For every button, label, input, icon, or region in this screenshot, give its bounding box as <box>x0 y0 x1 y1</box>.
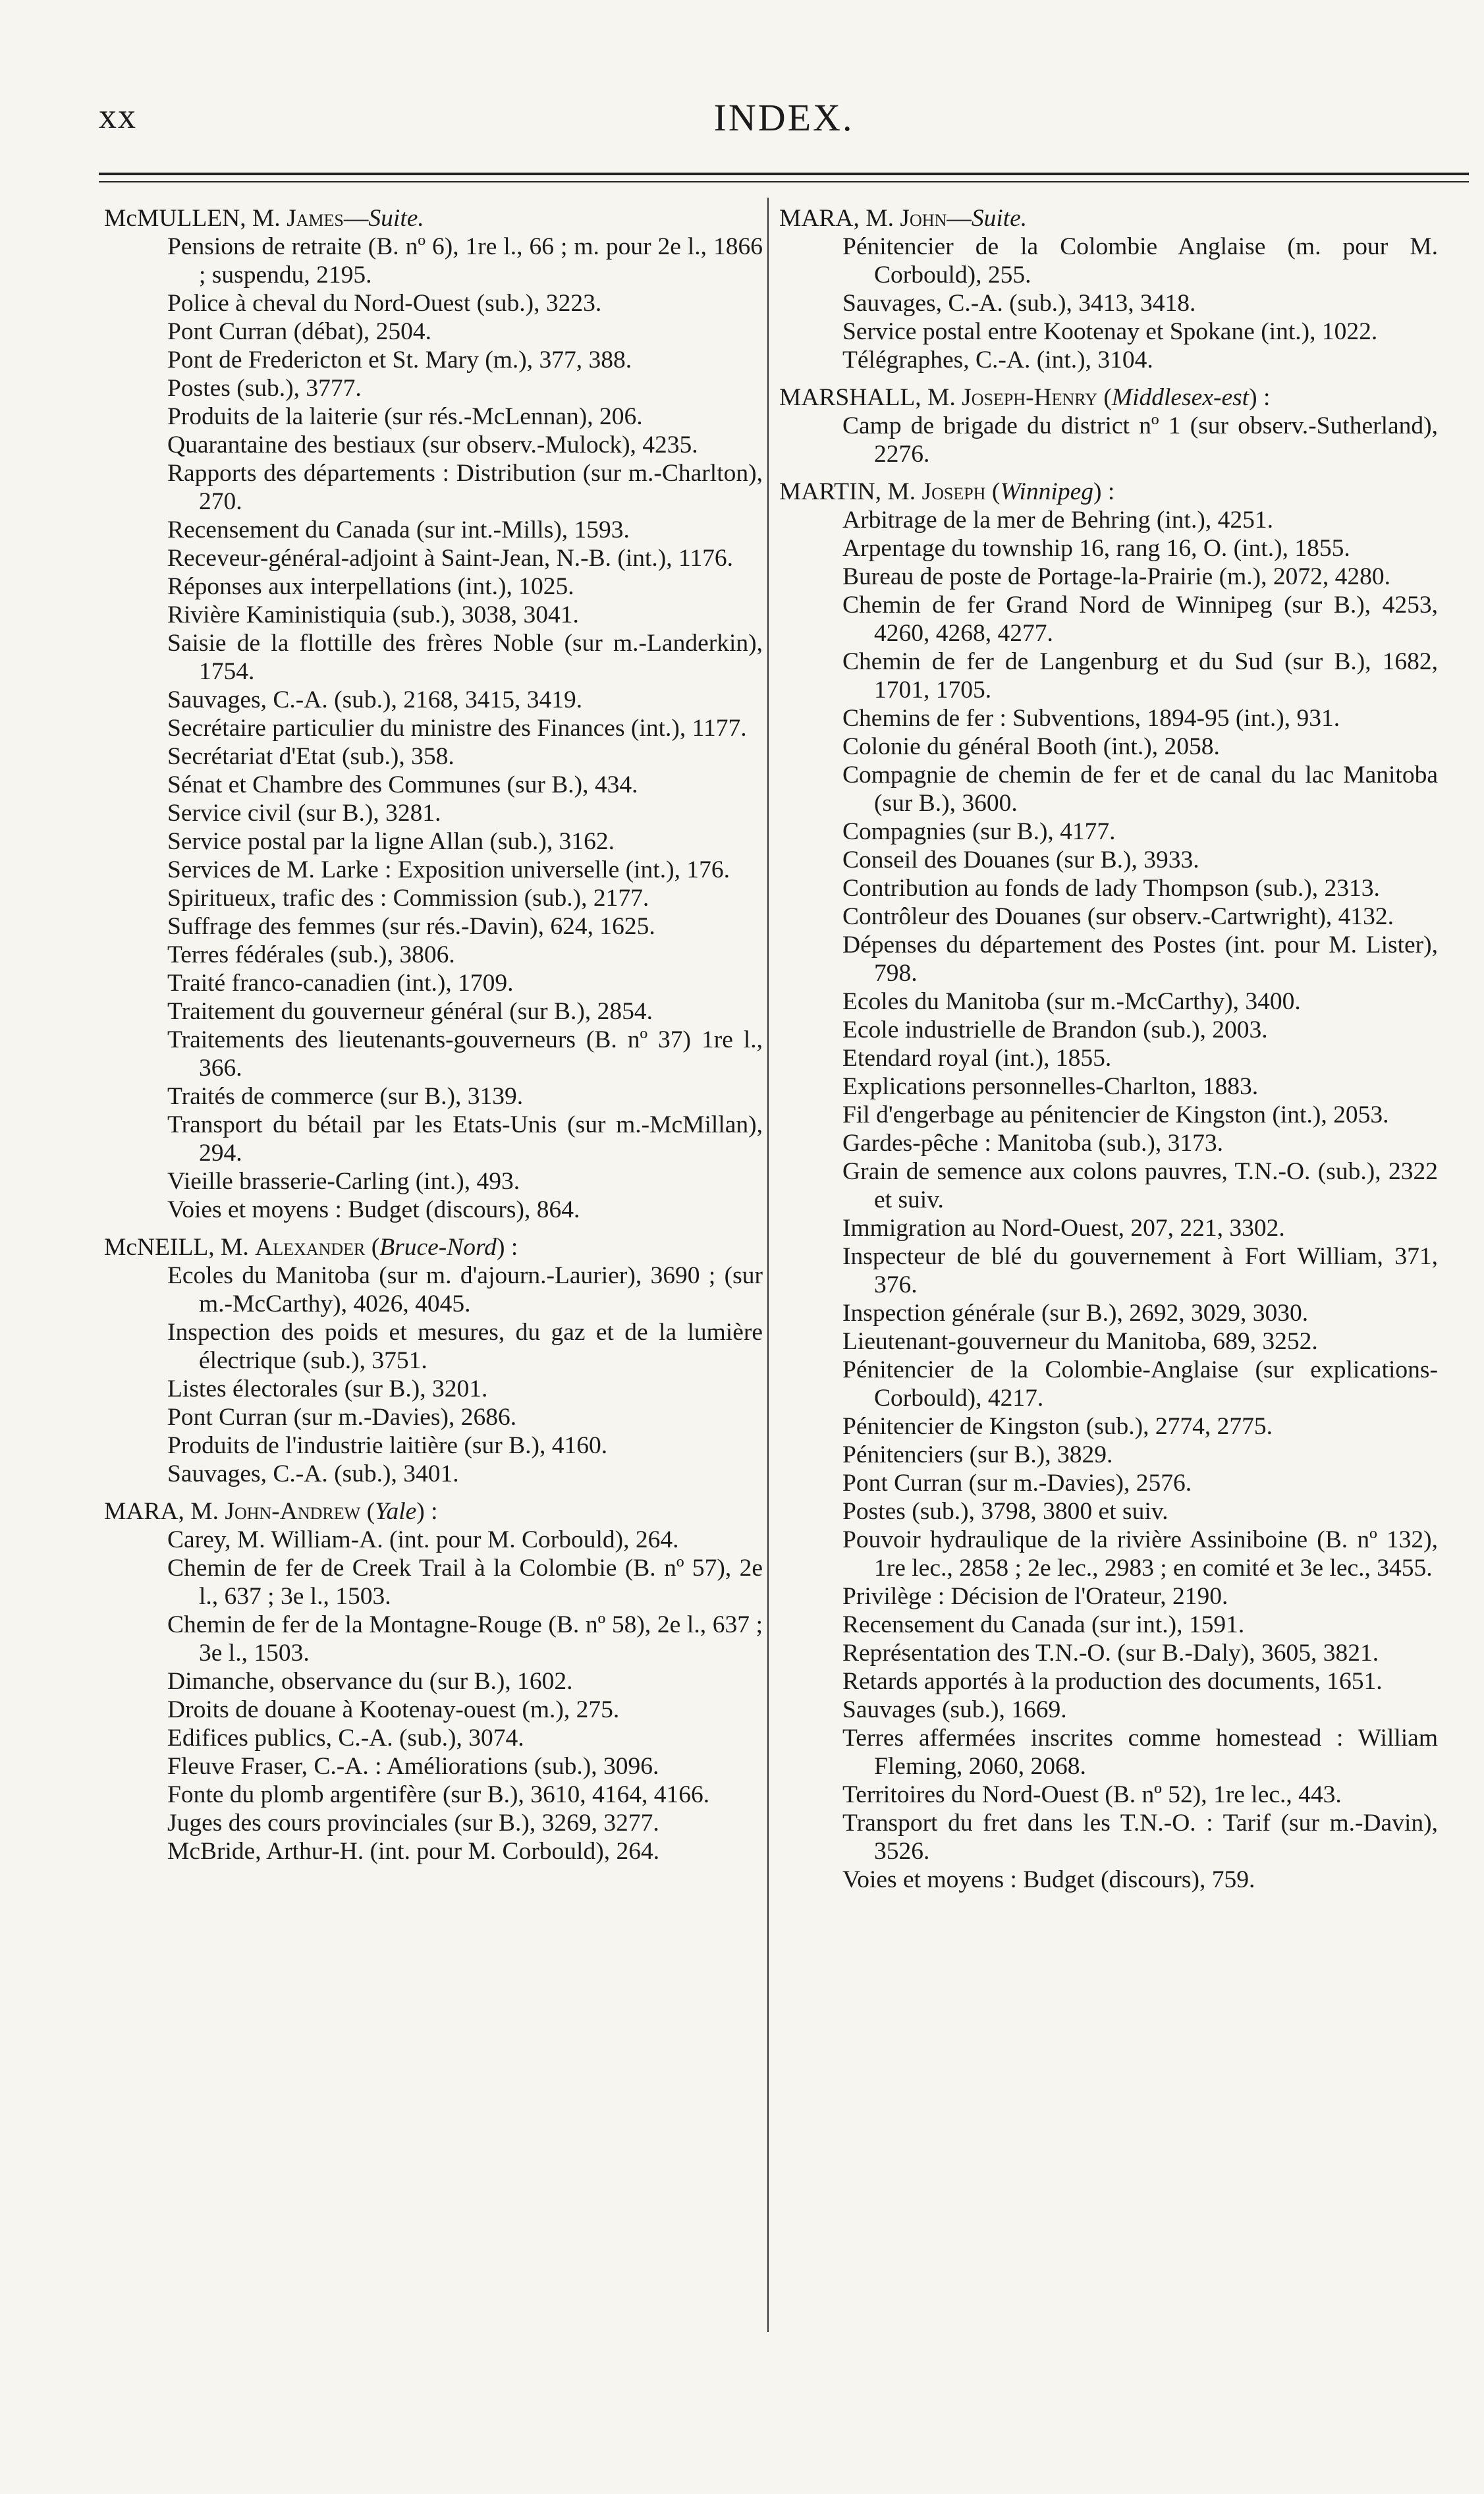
index-entry: Pont Curran (sur m.-Davies), 2686. <box>167 1404 517 1431</box>
index-entry: Edifices publics, C.-A. (sub.), 3074. <box>167 1725 524 1752</box>
index-entry: Compagnies (sur B.), 4177. <box>842 818 1116 845</box>
index-entry: Chemin de fer de Creek Trail à la Colombie (B. nº 57), 2e l., 637 ; 3e l., 1503. <box>167 1555 763 1610</box>
index-entry: Dimanche, observance du (sur B.), 1602. <box>167 1668 573 1695</box>
index-entry: Ecole industrielle de Brandon (sub.), 2003. <box>842 1016 1268 1043</box>
index-group <box>104 204 763 1224</box>
header-rule <box>99 173 1469 175</box>
index-heading: MARA, M. John-Andrew (Yale) : <box>104 1498 438 1525</box>
index-entry: Transport du fret dans les T.N.-O. : Tarif (sur m.-Davin), 3526. <box>842 1810 1438 1865</box>
index-entry: Pouvoir hydraulique de la rivière Assiniboine (B. nº 132), 1re lec., 2858 ; 2e lec., 2983 ; en comité et 3e lec., 3455. <box>842 1526 1438 1582</box>
heading-surname: MARSHALL, <box>779 384 921 411</box>
heading-suffix: : <box>1107 478 1115 505</box>
index-entry: Transport du bétail par les Etats-Unis (sur m.-McMillan), 294. <box>167 1111 763 1167</box>
heading-firstname: John-Andrew <box>225 1498 361 1525</box>
index-entry: Chemin de fer Grand Nord de Winnipeg (sur B.), 4253, 4260, 4268, 4277. <box>842 592 1438 647</box>
index-entry: Retards apportés à la production des documents, 1651. <box>842 1668 1383 1695</box>
index-entry: Saisie de la flottille des frères Noble (sur m.-Landerkin), 1754. <box>167 630 763 685</box>
page-header <box>99 96 1469 148</box>
index-heading <box>104 204 763 233</box>
index-entry: Pénitencier de la Colombie Anglaise (m. pour M. Corbould), 255. <box>842 233 1438 289</box>
index-entry: Suffrage des femmes (sur rés.-Davin), 624, 1625. <box>167 913 655 940</box>
index-entry: Pénitencier de la Colombie-Anglaise (sur explications-Corbould), 4217. <box>842 1356 1438 1412</box>
index-entry: Chemin de fer de la Montagne-Rouge (B. nº 58), 2e l., 637 ; 3e l., 1503. <box>167 1611 763 1667</box>
index-heading: MARSHALL, M. Joseph-Henry (Middlesex-est) : <box>779 384 1271 411</box>
index-entry: Juges des cours provinciales (sur B.), 3269, 3277. <box>167 1810 659 1837</box>
index-entry: Chemins de fer : Subventions, 1894-95 (int.), 931. <box>842 705 1340 732</box>
index-entry: Sauvages, C.-A. (sub.), 2168, 3415, 3419. <box>167 686 583 713</box>
index-entry: Télégraphes, C.-A. (int.), 3104. <box>842 346 1153 374</box>
index-entry: Produits de l'industrie laitière (sur B.), 4160. <box>167 1432 608 1459</box>
index-entry: Traité franco-canadien (int.), 1709. <box>167 970 514 997</box>
index-entry: Dépenses du département des Postes (int. pour M. Lister), 798. <box>842 931 1438 987</box>
heading-qualifier: Bruce-Nord <box>379 1234 497 1261</box>
index-entry: Etendard royal (int.), 1855. <box>842 1045 1112 1072</box>
index-entry: Compagnie de chemin de fer et de canal du lac Manitoba (sur B.), 3600. <box>842 762 1438 817</box>
index-entry: Sauvages, C.-A. (sub.), 3413, 3418. <box>842 290 1196 317</box>
index-entry: Fonte du plomb argentifère (sur B.), 3610, 4164, 4166. <box>167 1781 710 1808</box>
index-entry: Produits de la laiterie (sur rés.-McLennan), 206. <box>167 403 643 430</box>
index-entry: Terres affermées inscrites comme homestead : William Fleming, 2060, 2068. <box>842 1725 1438 1780</box>
header-rule-thin <box>99 181 1469 182</box>
heading-title: M. <box>190 1498 219 1525</box>
index-entry: Ecoles du Manitoba (sur m.-McCarthy), 3400. <box>842 988 1301 1015</box>
right-column <box>779 204 1438 1903</box>
index-entry: Arbitrage de la mer de Behring (int.), 4251. <box>842 507 1273 534</box>
index-entry: Gardes-pêche : Manitoba (sub.), 3173. <box>842 1130 1223 1157</box>
index-group <box>779 383 1438 468</box>
heading-suffix: : <box>1263 384 1271 411</box>
index-entry: Rapports des départements : Distribution (sur m.-Charlton), 270. <box>167 460 763 515</box>
index-entry: McBride, Arthur-H. (int. pour M. Corbould), 264. <box>167 1838 660 1865</box>
index-group <box>779 478 1438 1894</box>
heading-firstname: Joseph <box>921 478 986 505</box>
index-entry: Inspection générale (sur B.), 2692, 3029, 3030. <box>842 1300 1309 1327</box>
heading-firstname: John— <box>900 205 972 232</box>
heading-title: M. <box>252 205 281 232</box>
index-entry: Ecoles du Manitoba (sur m. d'ajourn.-Laurier), 3690 ; (sur m.-McCarthy), 4026, 4045. <box>167 1262 763 1317</box>
index-entry: Traités de commerce (sur B.), 3139. <box>167 1083 524 1110</box>
index-entry: Recensement du Canada (sur int.-Mills), 1593. <box>167 516 630 543</box>
heading-title: M. <box>927 384 956 411</box>
index-entry: Colonie du général Booth (int.), 2058. <box>842 733 1220 760</box>
left-column <box>104 204 763 1875</box>
index-entry: Fil d'engerbage au pénitencier de Kingston (int.), 2053. <box>842 1101 1389 1128</box>
index-entry: Contrôleur des Douanes (sur observ.-Cartwright), 4132. <box>842 903 1394 930</box>
index-entry: Privilège : Décision de l'Orateur, 2190. <box>842 1583 1228 1610</box>
index-group <box>104 1497 763 1866</box>
index-entry: Inspection des poids et mesures, du gaz et de la lumière électrique (sub.), 3751. <box>167 1319 763 1374</box>
heading-surname: MARA, <box>104 1498 184 1525</box>
heading-title: M. <box>866 205 894 232</box>
index-entry: Pénitenciers (sur B.), 3829. <box>842 1441 1113 1468</box>
index-entry: Carey, M. William-A. (int. pour M. Corbould), 264. <box>167 1526 679 1553</box>
index-entry: Sauvages, C.-A. (sub.), 3401. <box>167 1460 459 1487</box>
heading-title: M. <box>887 478 916 505</box>
index-entry: Secrétaire particulier du ministre des Finances (int.), 1177. <box>167 715 747 742</box>
index-entry: Terres fédérales (sub.), 3806. <box>167 941 455 968</box>
index-entry: Représentation des T.N.-O. (sur B.-Daly), 3605, 3821. <box>842 1640 1379 1667</box>
index-entry: Rivière Kaministiquia (sub.), 3038, 3041. <box>167 601 579 628</box>
index-entry: Voies et moyens : Budget (discours), 864. <box>167 1196 580 1223</box>
index-entry: Sauvages (sub.), 1669. <box>842 1696 1067 1723</box>
index-entry: Services de M. Larke : Exposition universelle (int.), 176. <box>167 856 730 883</box>
index-entry: Explications personnelles-Charlton, 1883. <box>842 1073 1259 1100</box>
column-divider <box>767 198 769 2332</box>
heading-suffix: : <box>431 1498 438 1525</box>
heading-qualifier: Winnipeg <box>1000 478 1093 505</box>
index-entry: Police à cheval du Nord-Ouest (sub.), 3223. <box>167 290 602 317</box>
index-entry: Service civil (sur B.), 3281. <box>167 800 441 827</box>
index-entry: Chemin de fer de Langenburg et du Sud (sur B.), 1682, 1701, 1705. <box>842 648 1438 704</box>
index-entry: Inspecteur de blé du gouvernement à Fort William, 371, 376. <box>842 1243 1438 1298</box>
index-entry: Postes (sub.), 3777. <box>167 375 362 402</box>
index-entry: Receveur-général-adjoint à Saint-Jean, N.-B. (int.), 1176. <box>167 545 734 572</box>
heading-qualifier: Suite. <box>368 205 424 232</box>
index-entry: Pont Curran (débat), 2504. <box>167 318 431 345</box>
index-entry: Lieutenant-gouverneur du Manitoba, 689, 3252. <box>842 1328 1318 1355</box>
index-entry: Conseil des Douanes (sur B.), 3933. <box>842 846 1199 873</box>
heading-title: M. <box>221 1234 249 1261</box>
heading-qualifier: Suite. <box>971 205 1028 232</box>
heading-firstname: Alexander <box>255 1234 366 1261</box>
index-group <box>104 1233 763 1488</box>
index-entry: Service postal par la ligne Allan (sub.), 3162. <box>167 828 615 855</box>
index-entry: Vieille brasserie-Carling (int.), 493. <box>167 1168 520 1195</box>
index-entry: Quarantaine des bestiaux (sur observ.-Mulock), 4235. <box>167 431 698 458</box>
index-entry: Réponses aux interpellations (int.), 1025. <box>167 573 574 600</box>
index-entry: Pénitencier de Kingston (sub.), 2774, 2775. <box>842 1413 1273 1440</box>
index-entry: Recensement du Canada (sur int.), 1591. <box>842 1611 1245 1638</box>
page-title: INDEX. <box>713 96 854 139</box>
index-entry: Arpentage du township 16, rang 16, O. (int.), 1855. <box>842 535 1350 562</box>
index-entry: Pont Curran (sur m.-Davies), 2576. <box>842 1470 1192 1497</box>
index-entry: Sénat et Chambre des Communes (sur B.), 434. <box>167 771 638 798</box>
heading-surname: MARA, <box>779 205 860 232</box>
heading-surname: McNEILL, <box>104 1234 215 1261</box>
heading-qualifier: Yale <box>375 1498 417 1525</box>
heading-surname: McMULLEN, <box>104 205 246 232</box>
index-entry: Traitement du gouverneur général (sur B.), 2854. <box>167 998 653 1025</box>
index-entry: Secrétariat d'Etat (sub.), 358. <box>167 743 454 770</box>
heading-qualifier: Middlesex-est <box>1111 384 1250 411</box>
index-heading <box>779 204 1438 233</box>
index-entry: Immigration au Nord-Ouest, 207, 221, 3302. <box>842 1215 1285 1242</box>
index-entry: Traitements des lieutenants-gouverneurs (B. nº 37) 1re l., 366. <box>167 1026 763 1082</box>
index-entry: Listes électorales (sur B.), 3201. <box>167 1375 488 1402</box>
page-number: xx <box>99 96 137 136</box>
index-entry: Fleuve Fraser, C.-A. : Améliorations (sub.), 3096. <box>167 1753 659 1780</box>
index-entry: Voies et moyens : Budget (discours), 759. <box>842 1866 1255 1893</box>
index-entry: Contribution au fonds de lady Thompson (sub.), 2313. <box>842 875 1380 902</box>
heading-firstname: James— <box>287 205 369 232</box>
heading-surname: MARTIN, <box>779 478 882 505</box>
heading-firstname: Joseph-Henry <box>962 384 1097 411</box>
index-entry: Postes (sub.), 3798, 3800 et suiv. <box>842 1498 1168 1525</box>
index-entry: Bureau de poste de Portage-la-Prairie (m.), 2072, 4280. <box>842 563 1391 590</box>
index-entry: Pont de Fredericton et St. Mary (m.), 377, 388. <box>167 346 632 374</box>
index-entry: Droits de douane à Kootenay-ouest (m.), 275. <box>167 1696 620 1723</box>
index-heading: McNEILL, M. Alexander (Bruce-Nord) : <box>104 1234 518 1261</box>
index-entry: Pensions de retraite (B. nº 6), 1re l., 66 ; m. pour 2e l., 1866 ; suspendu, 2195. <box>167 233 763 289</box>
index-group <box>779 204 1438 374</box>
index-entry: Grain de semence aux colons pauvres, T.N.-O. (sub.), 2322 et suiv. <box>842 1158 1438 1213</box>
index-entry: Territoires du Nord-Ouest (B. nº 52), 1re lec., 443. <box>842 1781 1342 1808</box>
heading-suffix: : <box>510 1234 518 1261</box>
index-entry: Service postal entre Kootenay et Spokane (int.), 1022. <box>842 318 1378 345</box>
index-heading: MARTIN, M. Joseph (Winnipeg) : <box>779 478 1115 505</box>
index-entry: Spiritueux, trafic des : Commission (sub.), 2177. <box>167 885 649 912</box>
index-entry: Camp de brigade du district nº 1 (sur observ.-Sutherland), 2276. <box>842 412 1438 468</box>
